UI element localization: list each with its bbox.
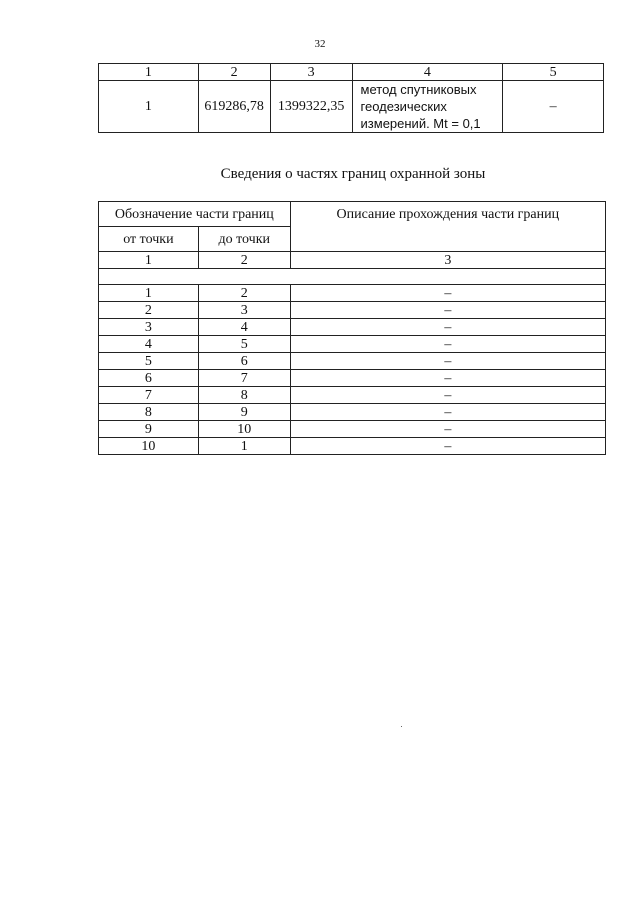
from-point: 10 bbox=[99, 438, 199, 455]
header-group: Обозначение части границ bbox=[99, 202, 291, 227]
from-point: 7 bbox=[99, 387, 199, 404]
from-point: 4 bbox=[99, 336, 199, 353]
header-from-point: от точки bbox=[99, 227, 199, 252]
col-number-3: 3 bbox=[270, 64, 352, 81]
table-row bbox=[99, 336, 606, 353]
coordinates-table bbox=[98, 63, 604, 133]
table-row bbox=[99, 302, 606, 319]
part-description: – bbox=[290, 285, 605, 302]
coordinates-row bbox=[99, 81, 604, 133]
table-row bbox=[99, 370, 606, 387]
scan-speck bbox=[401, 726, 402, 727]
col-number-5: 5 bbox=[503, 64, 604, 81]
table-row bbox=[99, 353, 606, 370]
part-description: – bbox=[290, 370, 605, 387]
section-title: Сведения о частях границ охранной зоны bbox=[220, 166, 486, 182]
page-number: 32 bbox=[314, 38, 326, 50]
part-description: – bbox=[290, 404, 605, 421]
header-to-point: до точки bbox=[198, 227, 290, 252]
table-row bbox=[99, 387, 606, 404]
to-point: 10 bbox=[198, 421, 290, 438]
blank-cell bbox=[99, 269, 606, 285]
part-description: – bbox=[290, 353, 605, 370]
part-description: – bbox=[290, 302, 605, 319]
parts-header-row bbox=[99, 202, 606, 227]
accuracy-dash: – bbox=[503, 81, 604, 133]
col-number-2: 2 bbox=[198, 64, 270, 81]
header-description: Описание прохождения части границ bbox=[290, 202, 605, 252]
col-number-4: 4 bbox=[352, 64, 503, 81]
to-point: 8 bbox=[198, 387, 290, 404]
to-point: 3 bbox=[198, 302, 290, 319]
coordinates-header-row bbox=[99, 64, 604, 81]
method-line: измерений. Mt = 0,1 bbox=[360, 116, 481, 131]
part-description: – bbox=[290, 387, 605, 404]
method-description bbox=[352, 81, 503, 133]
col-number-3: 3 bbox=[290, 252, 605, 269]
from-point: 6 bbox=[99, 370, 199, 387]
to-point: 9 bbox=[198, 404, 290, 421]
table-row bbox=[99, 319, 606, 336]
from-point: 2 bbox=[99, 302, 199, 319]
from-point: 5 bbox=[99, 353, 199, 370]
table-row bbox=[99, 438, 606, 455]
part-description: – bbox=[290, 336, 605, 353]
boundary-parts-table bbox=[98, 201, 606, 455]
part-description: – bbox=[290, 319, 605, 336]
method-line: геодезических bbox=[360, 99, 447, 114]
to-point: 6 bbox=[198, 353, 290, 370]
to-point: 7 bbox=[198, 370, 290, 387]
from-point: 8 bbox=[99, 404, 199, 421]
column-numbers-row bbox=[99, 252, 606, 269]
part-description: – bbox=[290, 438, 605, 455]
from-point: 9 bbox=[99, 421, 199, 438]
col-number-1: 1 bbox=[99, 64, 199, 81]
from-point: 3 bbox=[99, 319, 199, 336]
coordinate-y: 1399322,35 bbox=[270, 81, 352, 133]
coordinate-x: 619286,78 bbox=[198, 81, 270, 133]
blank-row bbox=[99, 269, 606, 285]
to-point: 1 bbox=[198, 438, 290, 455]
from-point: 1 bbox=[99, 285, 199, 302]
method-line: метод спутниковых bbox=[360, 82, 477, 97]
to-point: 2 bbox=[198, 285, 290, 302]
col-number-1: 1 bbox=[99, 252, 199, 269]
col-number-2: 2 bbox=[198, 252, 290, 269]
to-point: 4 bbox=[198, 319, 290, 336]
part-description: – bbox=[290, 421, 605, 438]
point-number: 1 bbox=[99, 81, 199, 133]
to-point: 5 bbox=[198, 336, 290, 353]
table-row bbox=[99, 404, 606, 421]
table-row bbox=[99, 421, 606, 438]
table-row bbox=[99, 285, 606, 302]
